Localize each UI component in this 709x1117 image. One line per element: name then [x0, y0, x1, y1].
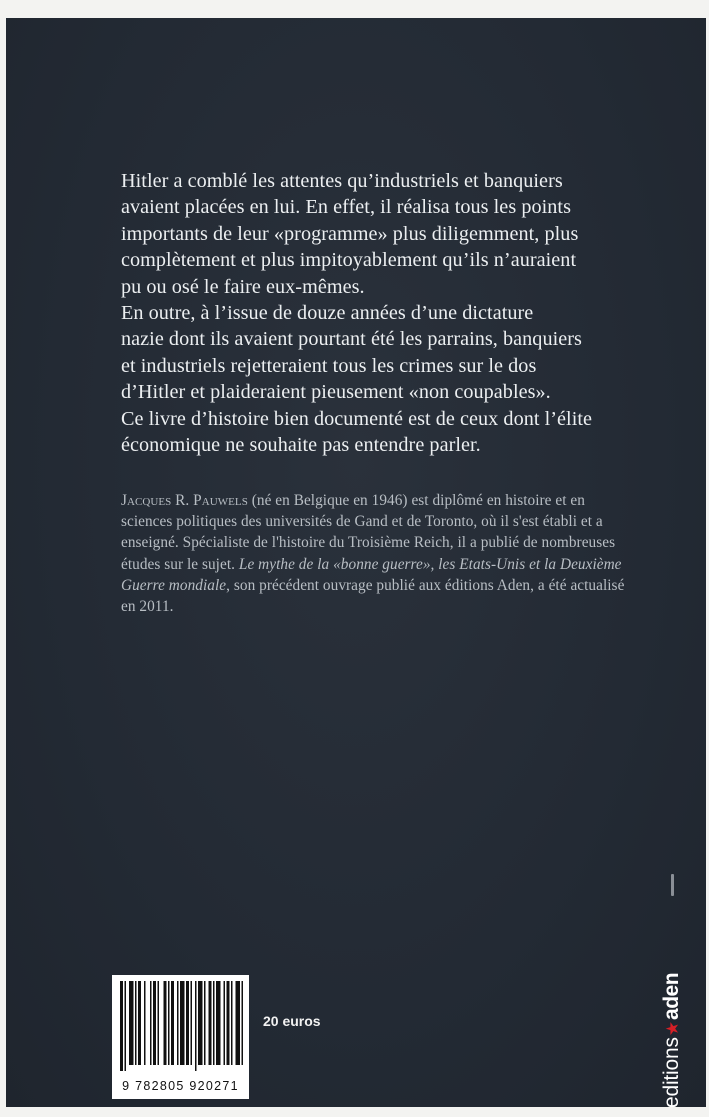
barcode-bar [125, 981, 127, 1071]
barcode-bar [120, 981, 123, 1071]
barcode-bar [177, 981, 179, 1065]
barcode-bar [186, 981, 189, 1065]
barcode-bar [204, 981, 206, 1065]
blurb-line: En outre, à l’issue de douze années d’une dictature [121, 302, 534, 325]
publisher-name: aden [660, 972, 683, 1020]
barcode-bar [236, 981, 241, 1065]
barcode-bar [213, 981, 215, 1065]
blurb-line: Hitler a comblé les attentes qu’industriels et banquiers [121, 170, 563, 192]
blurb-line: complètement et plus impitoyablement qu’ils n’auraient [121, 249, 577, 272]
barcode-bars [112, 975, 249, 1075]
barcode-bar [171, 981, 174, 1065]
barcode-bar [150, 981, 152, 1065]
blurb-line: et industriels rejetteraient tous les crimes sur le dos [121, 354, 537, 377]
author-name: Jacques R. Pauwels [121, 492, 248, 509]
blurb-text [121, 168, 621, 458]
barcode-bar [164, 981, 167, 1065]
barcode-bar [135, 981, 137, 1065]
publisher-logo [660, 973, 685, 1108]
publisher-prefix: editions [660, 1037, 683, 1108]
previous-book-title: Le mythe de la «bonne guerre», les Etats-Unis et la Deuxième Guerre mondiale [121, 555, 622, 594]
blurb-line: Ce livre d’histoire bien documenté est de ceux dont l’élite [121, 407, 593, 430]
blurb-line: pu ou osé le faire eux-mêmes. [121, 275, 365, 298]
blurb-line: nazie dont ils avaient pourtant été les parrains, banquiers [121, 328, 582, 351]
barcode-bar [168, 981, 170, 1065]
star-icon: ★ [663, 1020, 682, 1037]
isbn-barcode [112, 975, 249, 1099]
barcode-bar [129, 981, 134, 1065]
barcode-bar [216, 981, 221, 1065]
blurb-line: importants de leur «programme» plus diligemment, plus [121, 222, 579, 245]
blurb-line: économique ne souhaite pas entendre parler. [121, 434, 481, 457]
barcode-bar [224, 981, 226, 1065]
spine-mark [671, 874, 674, 896]
blurb-line: avaient placées en lui. En effet, il réalisa tous les points [121, 196, 571, 219]
barcode-bar [198, 981, 203, 1065]
barcode-bar [144, 981, 146, 1065]
blurb-line: d’Hitler et plaideraient pieusement «non coupables». [121, 381, 551, 404]
barcode-bar [153, 981, 156, 1065]
barcode-bar [138, 981, 141, 1065]
barcode-bar [158, 981, 160, 1065]
barcode-bar [195, 981, 197, 1071]
bio-text-end: , son précédent ouvrage publié aux éditions Aden, a été actualisé en 2011. [121, 576, 625, 616]
barcode-bar [180, 981, 185, 1065]
author-bio [121, 490, 631, 617]
barcode-bar [231, 981, 233, 1065]
price-label: 20 euros [263, 1013, 321, 1029]
bio-text: (né en Belgique en 1946) est diplômé en histoire et en sciences politiques des universités de Gand et de Toronto, où il s'est établi et a enseigné. Spécialiste de l'histoire du Troisième Reich, il a publié de nombreuses études sur le sujet. [121, 492, 616, 573]
isbn-number: 9 782805 920271 [122, 1079, 239, 1093]
barcode-bar [209, 981, 212, 1065]
barcode-bar [242, 981, 244, 1065]
barcode-bar [227, 981, 230, 1065]
book-back-cover [6, 18, 706, 1107]
barcode-bar [191, 981, 193, 1065]
